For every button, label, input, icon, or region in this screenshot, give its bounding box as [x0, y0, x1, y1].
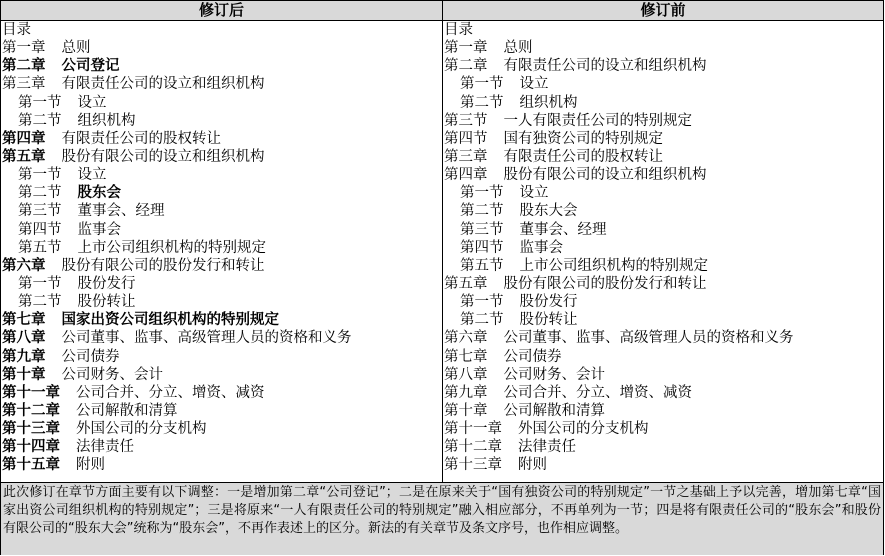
toc-line: 第二节 股东会 [18, 185, 121, 202]
toc-line: 第二节 股份转让 [18, 294, 136, 311]
toc-line: 第五节 上市公司组织机构的特别规定 [460, 257, 708, 274]
header-before: 修订前 [640, 1, 686, 19]
before-toc-column [444, 21, 882, 482]
toc-line: 第三节 一人有限责任公司的特别规定 [444, 112, 692, 129]
toc-line: 第四章 有限责任公司的股权转让 [2, 130, 221, 147]
toc-line: 第三章 有限责任公司的股权转让 [444, 148, 663, 165]
revision-note: 此次修订在章节方面主要有以下调整：一是增加第二章“公司登记”；二是在原来关于“国有独资公司的特别规定”一节之基础上予以完善，增加第七章“国家出资公司组织机构的特别规定”；三是将原来“一人有限责任公司的特别规定”融入相应部分，不再单列为一节；四是将有限责任公司的“股东会”和股份有限公司的“股东大会”统称为“股东会”，不再作表述上的区分。新法的有关章节及条文序号，也作相应调整。 [1, 482, 883, 555]
header-after: 修订后 [198, 1, 244, 19]
toc-line: 第一节 股份发行 [460, 294, 578, 311]
toc-line: 第一节 设立 [460, 185, 549, 202]
toc-line: 第四节 监事会 [460, 239, 563, 256]
toc-line: 第一节 设立 [18, 94, 107, 111]
toc-line: 第一节 股份发行 [18, 275, 136, 292]
toc-line: 第五节 上市公司组织机构的特别规定 [18, 239, 266, 256]
toc-line: 第三节 董事会、经理 [18, 203, 165, 220]
toc-line: 第三章 有限责任公司的设立和组织机构 [2, 76, 265, 93]
toc-line: 目录 [2, 22, 31, 38]
toc-line: 目录 [444, 22, 473, 38]
toc-line: 第一节 设立 [460, 76, 549, 93]
toc-line: 第八章 公司财务、会计 [444, 366, 605, 383]
toc-line: 第七章 国家出资公司组织机构的特别规定 [2, 312, 279, 329]
toc-line: 第四节 国有独资公司的特别规定 [444, 130, 663, 147]
toc-line: 第一章 总则 [444, 40, 533, 57]
toc-line: 第一章 总则 [2, 40, 91, 57]
toc-line: 第十四章 法律责任 [2, 439, 134, 456]
toc-line: 第三节 董事会、经理 [460, 221, 607, 238]
toc-line: 第十一章 外国公司的分支机构 [444, 421, 649, 438]
toc-line: 第二章 公司登记 [2, 58, 120, 75]
toc-line: 第六章 公司董事、监事、高级管理人员的资格和义务 [444, 330, 794, 347]
column-divider [442, 1, 443, 482]
toc-line: 第九章 公司合并、分立、增资、减资 [444, 384, 692, 401]
toc-line: 第五章 股份有限公司的设立和组织机构 [2, 148, 265, 165]
toc-line: 第二节 股东大会 [460, 203, 578, 220]
after-toc-column [2, 21, 440, 482]
toc-line: 第五章 股份有限公司的股份发行和转让 [444, 275, 707, 292]
toc-line: 第十一章 公司合并、分立、增资、减资 [2, 384, 265, 401]
toc-line: 第二章 有限责任公司的设立和组织机构 [444, 58, 707, 75]
toc-line: 第十二章 法律责任 [444, 439, 576, 456]
toc-line: 第九章 公司债券 [2, 348, 120, 365]
toc-line: 第七章 公司债券 [444, 348, 562, 365]
toc-line: 第十二章 公司解散和清算 [2, 402, 178, 419]
toc-line: 第六章 股份有限公司的股份发行和转让 [2, 257, 265, 274]
toc-line: 第一节 设立 [18, 167, 107, 184]
toc-line: 第十三章 附则 [444, 457, 547, 474]
toc-line: 第四章 股份有限公司的设立和组织机构 [444, 167, 707, 184]
toc-line: 第十章 公司财务、会计 [2, 366, 163, 383]
toc-line: 第十五章 附则 [2, 457, 105, 474]
toc-line: 第二节 股份转让 [460, 312, 578, 329]
toc-line: 第二节 组织机构 [18, 112, 136, 129]
toc-line: 第四节 监事会 [18, 221, 121, 238]
toc-line: 第十三章 外国公司的分支机构 [2, 421, 207, 438]
toc-line: 第二节 组织机构 [460, 94, 578, 111]
toc-line: 第八章 公司董事、监事、高级管理人员的资格和义务 [2, 330, 352, 347]
toc-line: 第十章 公司解散和清算 [444, 402, 605, 419]
